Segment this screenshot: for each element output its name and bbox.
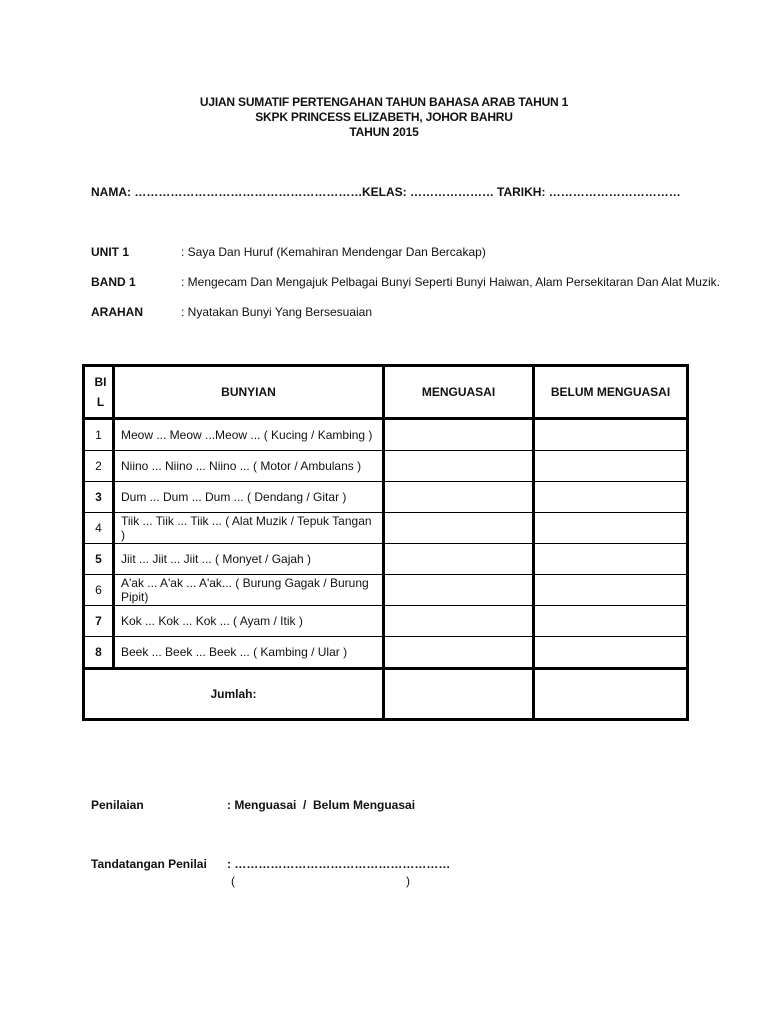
row-number: 4 — [84, 513, 114, 544]
row-menguasai-cell[interactable] — [384, 544, 534, 575]
table-row — [84, 637, 688, 669]
penilaian-label: Penilaian — [91, 798, 144, 812]
row-belum-menguasai-cell[interactable] — [534, 544, 688, 575]
row-bunyian: Tiik ... Tiik ... Tiik ... ( Alat Muzik / Tepuk Tangan ) — [114, 513, 384, 544]
row-belum-menguasai-cell[interactable] — [534, 637, 688, 669]
row-menguasai-cell[interactable] — [384, 482, 534, 513]
tarikh-label: TARIKH: — [497, 185, 546, 199]
signature-open-paren: ( — [231, 874, 235, 888]
table-row — [84, 544, 688, 575]
total-menguasai-cell[interactable] — [384, 669, 534, 720]
row-belum-menguasai-cell[interactable] — [534, 606, 688, 637]
nama-label: NAMA: — [91, 185, 131, 199]
arahan-text: : Nyatakan Bunyi Yang Bersesuaian — [181, 305, 373, 319]
row-bunyian: Beek ... Beek ... Beek ... ( Kambing / Ular ) — [114, 637, 384, 669]
unit-label: UNIT 1 — [91, 245, 130, 259]
row-number: 8 — [84, 637, 114, 669]
nama-dots: ………………………………………………… — [134, 185, 363, 199]
row-bunyian: Meow ... Meow ...Meow ... ( Kucing / Kambing ) — [114, 419, 384, 451]
header-line-1: UJIAN SUMATIF PERTENGAHAN TAHUN BAHASA ARAB TAHUN 1 — [199, 95, 569, 109]
arahan-label: ARAHAN — [91, 305, 143, 319]
table-row — [84, 606, 688, 637]
row-number: 1 — [84, 419, 114, 451]
row-bunyian: A'ak ... A'ak ... A'ak... ( Burung Gagak / Burung Pipit) — [114, 575, 384, 606]
header-menguasai: MENGUASAI — [384, 366, 534, 419]
row-menguasai-cell[interactable] — [384, 419, 534, 451]
row-bunyian: Kok ... Kok ... Kok ... ( Ayam / Itik ) — [114, 606, 384, 637]
row-belum-menguasai-cell[interactable] — [534, 482, 688, 513]
nama-field[interactable] — [91, 185, 362, 199]
row-menguasai-cell[interactable] — [384, 637, 534, 669]
signature-close-paren: ) — [406, 874, 410, 888]
unit-text: : Saya Dan Huruf (Kemahiran Mendengar Dan Bercakap) — [181, 245, 486, 259]
header-bunyian: BUNYIAN — [114, 366, 384, 419]
total-label: Jumlah: — [84, 669, 384, 720]
header-line-2: SKPK PRINCESS ELIZABETH, JOHOR BAHRU — [255, 110, 513, 124]
header-bil-line-2: L — [96, 395, 105, 409]
band-text: : Mengecam Dan Mengajuk Pelbagai Bunyi Seperti Bunyi Haiwan, Alam Persekitaran Dan Alat Muzik. — [181, 275, 720, 289]
row-bunyian: Jiit ... Jiit ... Jiit ... ( Monyet / Gajah ) — [114, 544, 384, 575]
tarikh-field[interactable] — [497, 185, 681, 199]
row-belum-menguasai-cell[interactable] — [534, 575, 688, 606]
tarikh-dots: …………………………… — [548, 185, 681, 199]
row-menguasai-cell[interactable] — [384, 575, 534, 606]
total-belum-menguasai-cell[interactable] — [534, 669, 688, 720]
table-row — [84, 451, 688, 482]
table-header-row — [84, 366, 688, 419]
row-number: 7 — [84, 606, 114, 637]
row-number: 3 — [84, 482, 114, 513]
table-row — [84, 513, 688, 544]
row-belum-menguasai-cell[interactable] — [534, 451, 688, 482]
header-bil — [84, 366, 114, 419]
header-bil-line-1: BI — [94, 375, 107, 389]
kelas-label: KELAS: — [362, 185, 407, 199]
row-belum-menguasai-cell[interactable] — [534, 419, 688, 451]
row-menguasai-cell[interactable] — [384, 513, 534, 544]
row-bunyian: Dum ... Dum ... Dum ... ( Dendang / Gitar ) — [114, 482, 384, 513]
row-number: 2 — [84, 451, 114, 482]
band-label: BAND 1 — [91, 275, 136, 289]
row-menguasai-cell[interactable] — [384, 606, 534, 637]
row-bunyian: Niino ... Niino ... Niino ... ( Motor / Ambulans ) — [114, 451, 384, 482]
penilaian-value[interactable]: : Menguasai / Belum Menguasai — [227, 798, 416, 812]
kelas-dots: ………………… — [410, 185, 495, 199]
table-total-row — [84, 669, 688, 720]
header-belum-menguasai: BELUM MENGUASAI — [534, 366, 688, 419]
table-row — [84, 575, 688, 606]
assessment-table — [82, 364, 689, 721]
tandatangan-label: Tandatangan Penilai — [91, 857, 207, 871]
tandatangan-dots[interactable]: : ……………………………………………… — [227, 857, 451, 871]
table-row — [84, 419, 688, 451]
table-row — [84, 482, 688, 513]
kelas-field[interactable] — [362, 185, 494, 199]
header-line-3: TAHUN 2015 — [349, 125, 419, 139]
row-number: 6 — [84, 575, 114, 606]
row-menguasai-cell[interactable] — [384, 451, 534, 482]
row-number: 5 — [84, 544, 114, 575]
row-belum-menguasai-cell[interactable] — [534, 513, 688, 544]
